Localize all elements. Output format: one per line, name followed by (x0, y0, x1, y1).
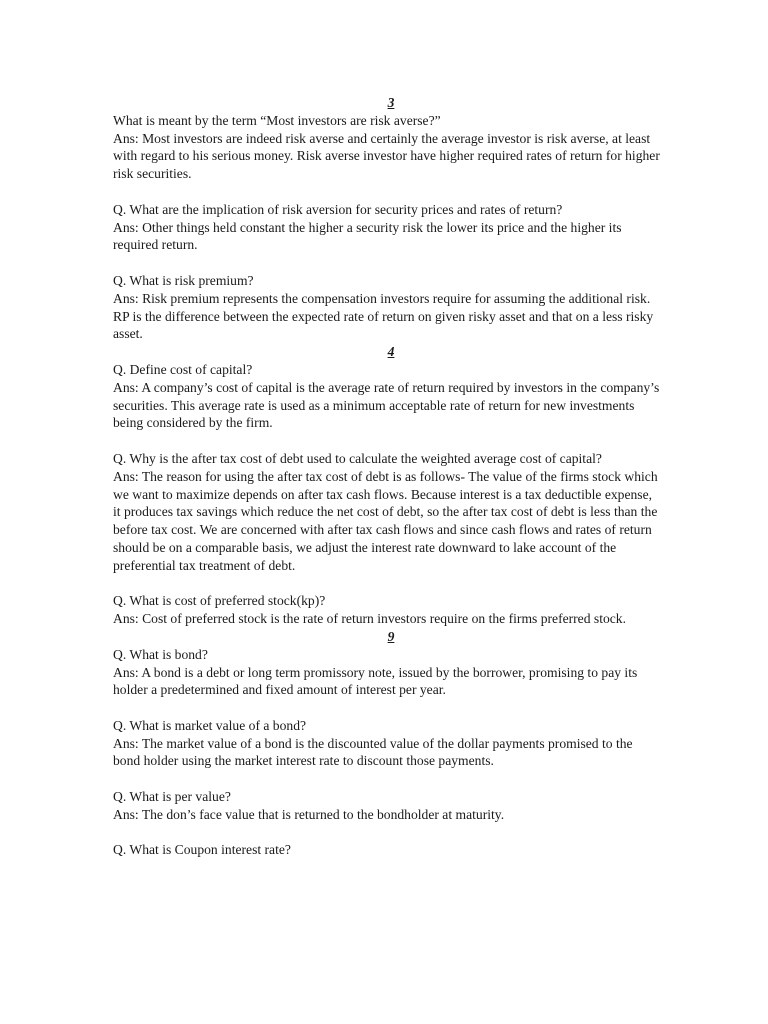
answer-text: Ans: Cost of preferred stock is the rate of return investors require on the firms preferred stock. (113, 611, 626, 627)
question-text: Q. What are the implication of risk aversion for security prices and rates of return? (113, 201, 563, 217)
qa-item (113, 592, 661, 628)
question-text: Q. What is bond? (113, 646, 208, 662)
document-page (113, 94, 661, 859)
answer-text: Ans: A bond is a debt or long term promissory note, issued by the borrower, promising to pay its holder a predetermined and fixed amount of interest per year. (113, 664, 638, 698)
question-text: Q. What is Coupon interest rate? (113, 842, 291, 858)
answer-text: Ans: The don’s face value that is returned to the bondholder at maturity. (113, 806, 505, 822)
answer-text: Ans: Other things held constant the higher a security risk the lower its price and the higher its required return. (113, 219, 622, 253)
qa-item (113, 841, 661, 859)
question-text: Q. Why is the after tax cost of debt used to calculate the weighted average cost of capital? (113, 450, 602, 466)
qa-item (113, 112, 661, 183)
question-text: Q. What is cost of preferred stock(kp)? (113, 593, 326, 609)
section-number: 9 (387, 628, 395, 644)
qa-item (113, 272, 661, 343)
section-number: 3 (387, 95, 395, 110)
question-text: Q. Define cost of capital? (113, 361, 253, 377)
answer-text: Ans: The market value of a bond is the discounted value of the dollar payments promised to the bond holder using the market interest rate to discount those payments. (113, 735, 633, 769)
question-text: Q. What is market value of a bond? (113, 717, 307, 733)
answer-text: Ans: Risk premium represents the compensation investors require for assuming the additional risk. RP is the difference between the expected rate of return on given risky asset and that on a less risky asset. (113, 290, 654, 342)
qa-item (113, 361, 661, 432)
answer-text: Ans: Most investors are indeed risk averse and certainly the average investor is risk averse, at least with regard to his serious money. Risk averse investor have higher required rates of return for higher risk securities. (113, 130, 660, 182)
question-text: What is meant by the term “Most investors are risk averse?” (113, 112, 441, 128)
qa-item (113, 788, 661, 824)
question-text: Q. What is risk premium? (113, 272, 254, 288)
qa-item (113, 450, 661, 575)
section-number: 4 (387, 344, 395, 360)
qa-item (113, 646, 661, 699)
qa-item (113, 201, 661, 254)
answer-text: Ans: The reason for using the after tax cost of debt is as follows- The value of the firms stock which we want to maximize depends on after tax cash flows. Because interest is a tax deductible expense, it produces tax savings which reduce the net cost of debt, so the after tax cost of debt is less than the before tax cost. We are concerned with after tax cash flows and since cash flows and rates of return should be on a comparable basis, we adjust the interest rate downward to lake account of the preferential tax treatment of debt. (113, 468, 658, 573)
answer-text: Ans: A company’s cost of capital is the average rate of return required by investors in the company’s securities. This average rate is used as a minimum acceptable rate of return for new investments being considered by the firm. (113, 379, 660, 431)
question-text: Q. What is per value? (113, 789, 231, 805)
qa-item (113, 717, 661, 770)
